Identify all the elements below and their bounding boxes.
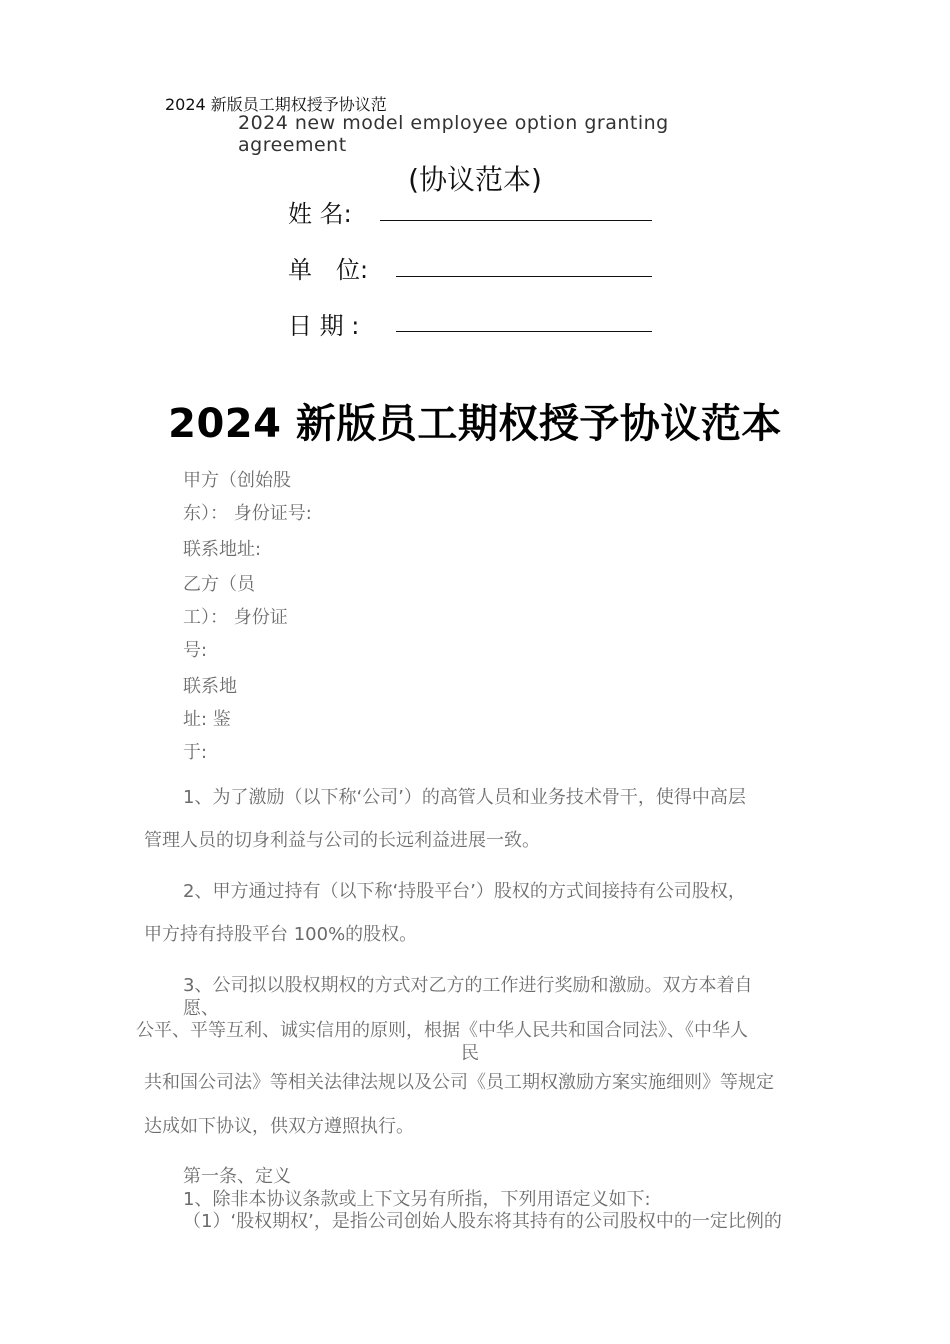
article-1-item-1: 1、除非本协议条款或上下文另有所指，下列用语定义如下: [183, 1189, 651, 1210]
clause-3-line-3: 共和国公司法》等相关法律法规以及公司《员工期权激励方案实施细则》等规定 [144, 1072, 774, 1093]
clause-3-line-4: 达成如下协议，供双方遵照执行。 [144, 1116, 414, 1137]
document-title: 2024 新版员工期权授予协议范本 [168, 401, 782, 447]
clause-2-line-2: 甲方持有持股平台 100%的股权。 [144, 924, 418, 945]
unit-label: 单 位: [288, 256, 369, 284]
article-1-heading: 第一条、定义 [183, 1166, 291, 1187]
date-label: 日 期 : [288, 312, 360, 340]
clause-3-line-1b: 愿、 [183, 998, 219, 1019]
cover-subtitle: (协议范本) [408, 163, 542, 196]
clause-3-line-1: 3、公司拟以股权期权的方式对乙方的工作进行奖励和激励。双方本着自 [183, 975, 753, 996]
party-line: 东）： 身份证号: [183, 503, 312, 524]
party-line: 联系地址: [183, 539, 262, 560]
party-line: 于: [183, 742, 208, 763]
party-line: 工）： 身份证 [183, 607, 288, 628]
party-line: 号: [183, 640, 208, 661]
clause-1-line-1: 1、为了激励（以下称‘公司’）的高管人员和业务技术骨干，使得中高层 [183, 787, 746, 808]
party-line: 址: 鉴 [183, 709, 231, 730]
clause-1-line-2: 管理人员的切身利益与公司的长远利益进展一致。 [144, 830, 540, 851]
date-blank-line [396, 331, 652, 332]
article-1-item-1-1: （1）‘股权期权’，是指公司创始人股东将其持有的公司股权中的一定比例的 [183, 1211, 782, 1232]
clause-2-line-1: 2、甲方通过持有（以下称‘持股平台’）股权的方式间接持有公司股权， [183, 881, 746, 902]
party-line: 甲方（创始股 [183, 470, 291, 491]
unit-blank-line [396, 276, 652, 277]
header-en-title: 2024 new model employee option granting agreement [238, 112, 669, 156]
party-line: 联系地 [183, 676, 237, 697]
name-blank-line [380, 220, 652, 221]
name-label: 姓 名: [288, 200, 352, 228]
party-line: 乙方（员 [183, 574, 255, 595]
clause-3-line-2b: 民 [461, 1043, 479, 1064]
header-cn-title: 2024 新版员工期权授予协议范 [165, 95, 387, 114]
clause-3-line-2: 公平、平等互利、诚实信用的原则，根据《中华人民共和国合同法》、《中华人 [136, 1020, 748, 1041]
